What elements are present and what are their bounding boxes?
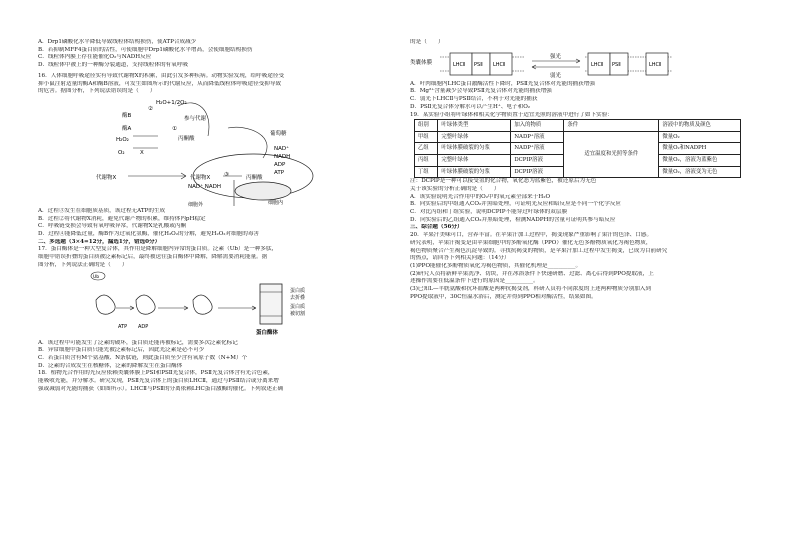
h2o2-label: H₂O₂ <box>116 136 129 143</box>
left-column <box>38 0 398 393</box>
q16-stem-line: 16．人体细胞呼吸途径实有导致代谢物X的积累，由此引发多种疾病。动物实验发现，给呼吸途径受 <box>38 72 285 79</box>
lhcii-box-4-label: LHCⅡ <box>649 61 662 68</box>
q17-stem-line: 细胞中错误折叠的蛋白质被泛素标记后，最终被送往蛋白酶体中降解，降解需要消耗能量。据 <box>38 254 268 261</box>
q19-note: 注：DCPIP是一种可以接受氢的化合物，氧化态为蓝紫色，被还原后为无色 <box>410 178 597 185</box>
step-2-marker: ② <box>148 105 153 112</box>
misfolded-protein-shape <box>96 295 115 314</box>
table-cell: 丁组 <box>415 166 438 178</box>
psii-box-2-label: PSⅡ <box>612 61 621 68</box>
adp-label: ADP <box>138 323 149 330</box>
q20-line: 20．苹果汁美味可口，营养丰富。在苹果汁加工过程中，揭变现象严重影响了果汁的色泽、口感。 <box>410 232 653 239</box>
q16-option-d: D．过程④能降低过量，酶B作为过氧化氢酶，催化H₂O₂的分解，避免H₂O₂对细胞的毒害 <box>38 231 260 238</box>
step-3-marker: ③ <box>224 171 229 178</box>
step-1-marker: ① <box>172 125 177 132</box>
arrow-step-1 <box>116 306 134 310</box>
q17-stem-line: 图分析，下列说法正确的是（ ） <box>38 261 128 268</box>
pyruvate-top-label: 丙酮酸 <box>178 135 195 142</box>
side-label-2: 去折叠 <box>290 294 306 301</box>
q15-option-a: A．Drp1磷酸化水平降低导致线粒体结构损伤，使ATP合成减少 <box>38 39 197 45</box>
nadh-label: NADH <box>274 153 291 160</box>
section-2-heading: 二、多选题（3×4=12分，漏选1分，错选0分） <box>38 238 161 245</box>
q18-option-b: B．Mg²⁺含量减少会导致PSⅡ光复合体对光能的捕获增强 <box>410 88 552 95</box>
arrow-step-2 <box>158 306 188 310</box>
lhcii-box-1-label: LHCⅡ <box>453 61 466 68</box>
pyruvate-inner-label: 丙酮酸 <box>246 174 263 181</box>
enzyme-a-label: 酶A <box>122 125 132 132</box>
q20-line: 褐色物质聚合产生褐色沉淀导致的。寻找抗褐变的物质，是苹果汁加工过程中发生揭变，已成为目前研究 <box>410 247 668 254</box>
q17-diagram-svg <box>38 270 398 340</box>
q16-diagram-svg <box>38 96 398 208</box>
proteasome-caption: 蛋白酶体 <box>256 329 279 336</box>
q18-diagram-svg <box>410 47 770 81</box>
q17-stem-line: 17．蛋白酶体是一种大型复合体，其作用是降解细胞内异常的蛋白质。泛素（Ub）是一种多肽， <box>38 246 278 253</box>
table-row <box>415 131 741 143</box>
tagged-protein-shape <box>136 295 155 314</box>
proteasome-shape <box>260 284 282 324</box>
right-column <box>410 0 770 301</box>
q17-option-c: C．若蛋白质含有M个氨基酸、N条肽链，则此蛋白质至少含有氧原子数（N+M）个 <box>38 354 248 361</box>
q17-option-d: D．泛素的合成发生在核糖体，泛素的降解发生在蛋白酶体 <box>38 362 183 369</box>
q19-question: 关于该实验的分析正确的是（ ） <box>410 185 500 192</box>
nad-label: NAD⁺ <box>274 145 290 152</box>
participate-metabolism-label: 参与代谢 <box>184 115 207 122</box>
table-header-cell: 加入的物质 <box>511 120 564 132</box>
table-cell: 微量O₂，溶液为蓝紫色 <box>659 155 741 167</box>
q16-option-a: A．过程③发生在细胞质基质，该过程无ATP的生成 <box>38 207 166 214</box>
q16-option-c: C．呼吸链受损会导致有氧呼吸异常，代谢物X是乳酸或丙酮 <box>38 223 187 230</box>
arrow-weak-light <box>532 65 580 69</box>
q18-stem-continued: 的是（ ） <box>410 39 444 45</box>
inside-cell-label: 细胞内 <box>268 199 284 206</box>
table-header-cell: 条件 <box>564 120 659 132</box>
q18-stem-line: 能吸收光能，并分解水。研究发现，PSⅡ光复合体上的蛋白质LHCⅡ，通过与PSⅡ结合或分离来增 <box>38 378 279 385</box>
q19-experiment-table <box>414 119 741 178</box>
table-cell: DCPIP溶液 <box>511 155 564 167</box>
psii-box-1-label: PSⅡ <box>474 61 483 68</box>
q20-line: 述操作需要在低温条件下进行的原因是__________。 <box>410 278 539 285</box>
q20-line: 研究表明，苹果汁揭变是由苹果细胞中的多酚氧化酶（PPO）催化无色多酚物质氧化为褐色物质， <box>410 239 652 246</box>
o2-label: O₂ <box>118 149 125 156</box>
atp-label: ATP <box>274 169 285 176</box>
table-cell: 微量O₂ <box>659 131 741 143</box>
arrow-glucose <box>228 127 267 158</box>
lhcii-box-2-label: LHCⅡ <box>493 61 506 68</box>
q15-option-d: D．线粒体中被上的一种酶分裂通道，支持线粒体的有氧呼吸 <box>38 62 188 69</box>
mitochondrion-shape <box>235 182 291 200</box>
metabolite-x-left-label: 代谢物X <box>96 174 117 181</box>
table-merged-condition-cell: 适宜温度和光照等条件 <box>564 131 659 177</box>
table-cell: NADP⁺溶液 <box>511 143 564 155</box>
ubiquitin-label: Ub <box>93 274 100 280</box>
table-cell: 甲组 <box>415 131 438 143</box>
table-cell: DCPIP溶液 <box>511 166 564 178</box>
glucose-label: 葡萄糖 <box>270 130 287 137</box>
arrow-x-to-center <box>128 173 186 179</box>
multi-tagged-protein-shape <box>193 295 212 314</box>
weak-light-label: 弱光 <box>550 72 562 79</box>
arrow-step-3 <box>218 306 256 310</box>
q15-option-b: B．若抑制MFF4蛋白质的活性，可使细胞中Drp1磷酸化水平增高，会使细胞结构损伤 <box>38 46 253 53</box>
q19-option-c: C．对比丙组和丁组实验，说明DCPIP不能穿过叶绿体的双层膜 <box>410 209 568 215</box>
water-oxygen-label: H₂O+1/2O₂ <box>156 99 187 106</box>
table-cell: 完整叶绿体 <box>438 131 511 143</box>
q15-option-c: C．线粒体内膜上存在能催化O₂与NADH反应 <box>38 54 152 61</box>
q16-stem-line: 的危害。据图分析，下列说法错误的是（ ） <box>38 88 156 95</box>
arrow-enzyme-lines <box>133 136 158 148</box>
q20-line: (3)已知L—半胱氨酸和抗坏血酸是两种抗揭变剂，科研人员将不同浓度的上述两种物质分别加入到 <box>410 286 651 293</box>
section-3-heading: 三、综合题（56分） <box>410 224 463 231</box>
metabolite-x-center-label: 代谢物X <box>190 174 211 181</box>
table-header-cell: 溶液中的物质及颜色 <box>659 120 741 132</box>
q16-metabolism-diagram <box>38 96 398 208</box>
q18-option-c: C．弱光下LHCⅡ与PSⅡ结合，不利于对光能的捕获 <box>410 96 538 103</box>
lhcii-box-3-label: LHCⅡ <box>591 61 604 68</box>
q17-option-a: A．该过程中可能发生了泛素的破坏，蛋白质还能再被标记，需要多次泛素化标记 <box>38 339 238 346</box>
atp-label: ATP <box>118 323 128 330</box>
q18-option-d: D．PSⅡ光复合体分解水可以产生H⁺、电子和O₂ <box>410 103 531 110</box>
side-label-3: 蛋白质 <box>290 303 306 310</box>
table-header-cell: 组别 <box>415 120 438 132</box>
q19-option-d: D．向实验后的乙组通入CO₂并黑暗处理，检测NADPH的含量可证明其参与暗反应 <box>410 216 616 223</box>
side-label-1: 蛋白质 <box>290 287 306 294</box>
thylakoid-membrane-label: 类囊体膜 <box>410 59 433 66</box>
q20-line: (1)PPO能催化多酚物质氧化为褐色物质，其催化机理是__________。 <box>410 262 582 269</box>
q19-option-b: B．向实验后的甲组通入CO₂并黑暗处理，可证明光反应和暗反应是不同一个化学反应 <box>410 201 622 208</box>
table-cell: 微量O₂和NADPH <box>659 143 741 155</box>
q18-stem-line: 18．植物光合作用的光反应依赖类囊体膜上PSⅠ和PSⅡ光复合体，PSⅡ光复合体含有光合色素， <box>38 370 274 377</box>
table-cell: 乙组 <box>415 143 438 155</box>
table-cell: 完整叶绿体 <box>438 155 511 167</box>
q16-stem-line: 抑小鼠注射适量的酶A和酶B溶液，可发生如图所示的代谢反应，从而降低线粒体呼吸途径受抑导致 <box>38 80 282 87</box>
q17-proteasome-diagram <box>38 270 398 340</box>
table-cell: 叶绿体膜破裂的匀浆 <box>438 143 511 155</box>
side-label-4: 被切割 <box>290 310 306 317</box>
q20-line: (2)研究人员将新鲜苹果洗净、切块，并在冰浴条件下快速研磨、过滤、离心后得到PPO提取液，上 <box>410 270 654 277</box>
x-label: X <box>140 149 144 156</box>
outside-cell-label: 细胞外 <box>188 201 204 208</box>
q18-thylakoid-diagram <box>410 47 770 81</box>
strong-light-label: 强光 <box>550 53 562 60</box>
q18-stem-line: 强或减弱对光能的捕获（如图所示）。LHCⅡ与PSⅡ的分离依赖LHC蛋白激酶的催化。下列叙述正确 <box>38 385 284 392</box>
q19-option-a: A．该实验说明光合作用中的O₂中的氧元素全部来于H₂O <box>410 193 551 200</box>
table-cell: 丙组 <box>415 155 438 167</box>
table-cell: 微量O₂，溶液变为无色 <box>659 166 741 178</box>
q17-option-b: B．异常细胞中蛋白质只能先被泛素标记后，因此光泛素是必不可少 <box>38 347 205 354</box>
q16-option-b: B．过程②将代谢物X消耗，避免代谢产物的积累，维持体内pH稳定 <box>38 215 206 222</box>
adp-label: ADP <box>274 161 286 168</box>
nad-nadh-label: NAD⁺ NADH <box>188 183 222 190</box>
table-cell: 叶绿体膜破裂的匀浆 <box>438 166 511 178</box>
table-cell: NADP⁺溶液 <box>511 131 564 143</box>
table-header-cell: 叶绿体类型 <box>438 120 511 132</box>
q20-line: PPO提取液中，30C恒温水浴后，测定并得到PPO相对酶活性，结果如图。 <box>410 293 597 300</box>
q18-option-a: A．叶肉细胞内LHC蛋白激酶活性下降时，PSⅡ光复合体对光能的捕获增强 <box>410 80 595 87</box>
q20-line: 的热点，请回答下列相关问题：（14分） <box>410 255 510 262</box>
q19-stem: 19．某实验小组将叶绿体和相关化学物质置于适宜光照的溶液中进行了如下实验： <box>410 111 613 118</box>
enzyme-b-label: 酶B <box>122 112 132 119</box>
table-header-row <box>415 120 741 132</box>
